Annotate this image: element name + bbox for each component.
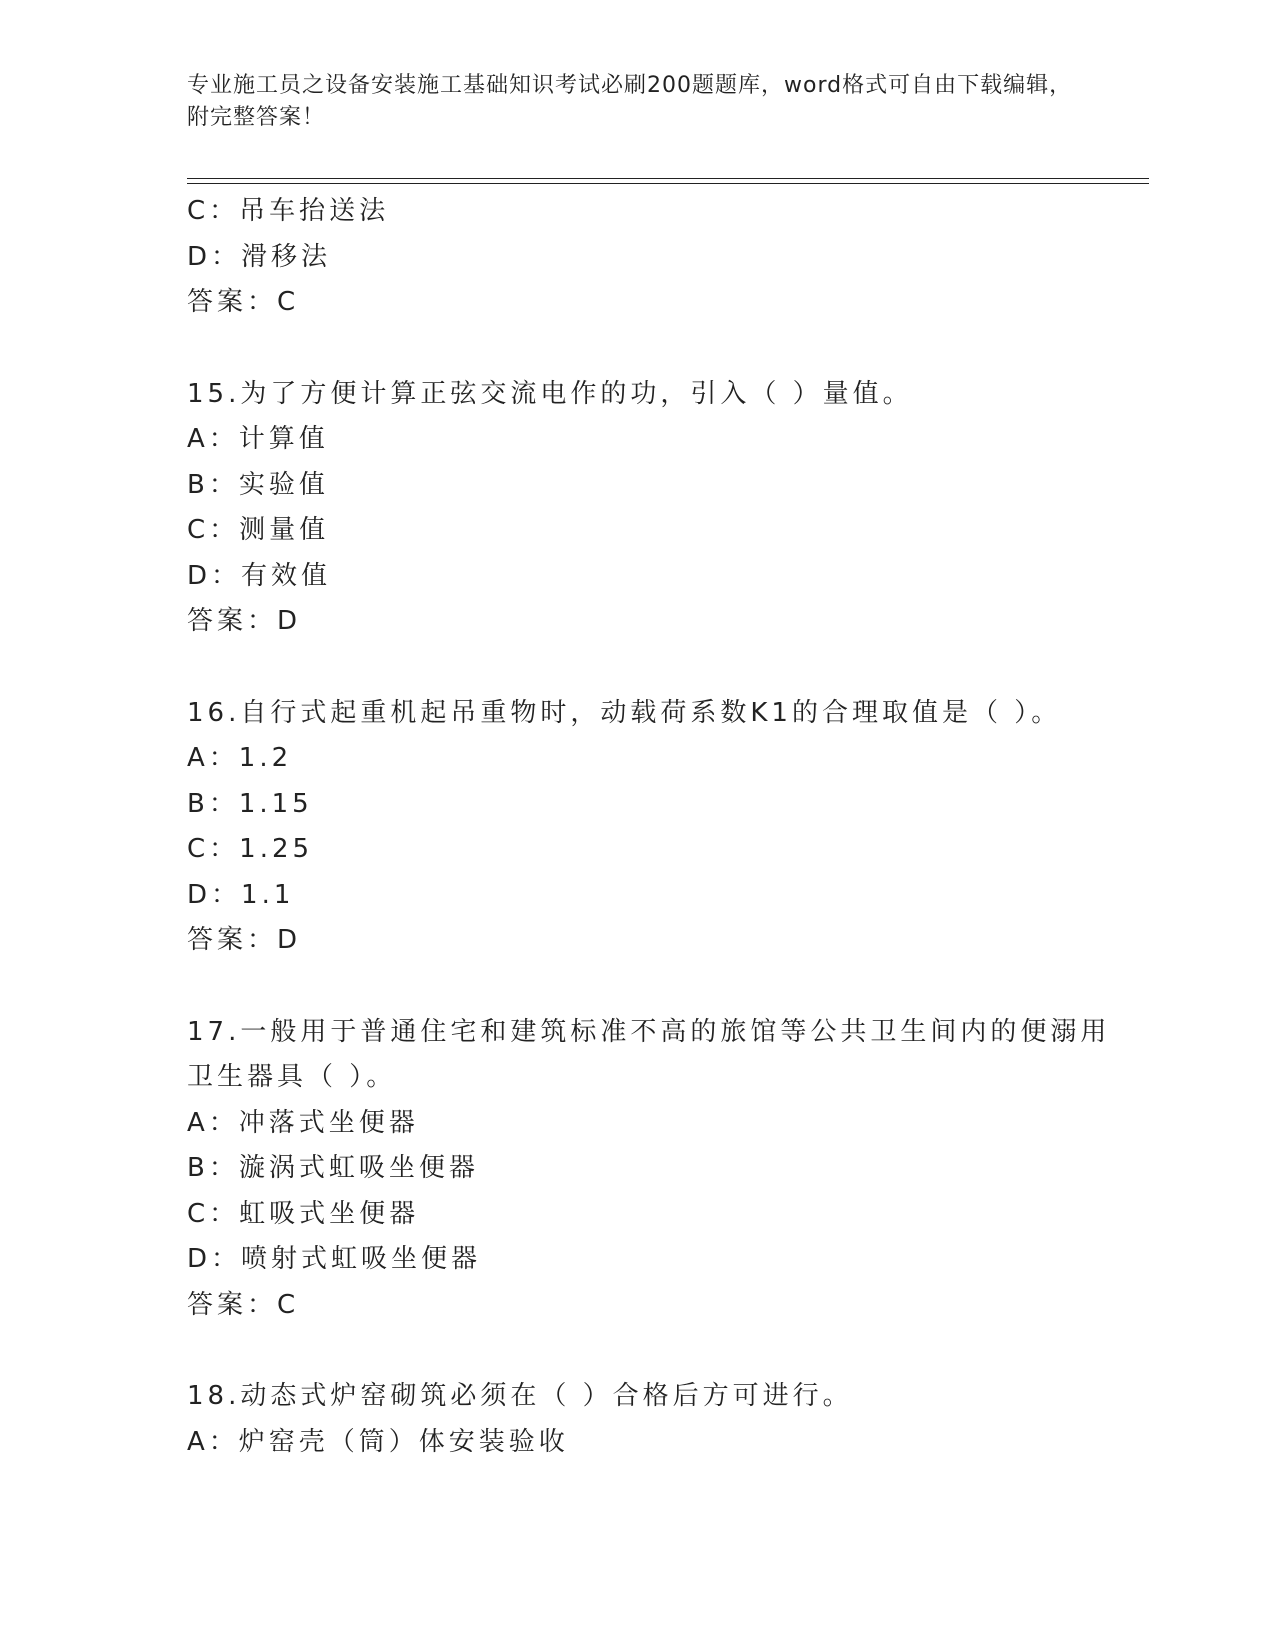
- document-header: [187, 70, 1087, 134]
- option-d: D：喷射式虹吸坐便器: [187, 1244, 482, 1274]
- question-block-17: [187, 1010, 1111, 1329]
- document-title: 专业施工员之设备安装施工基础知识考试必刷200题题库，word格式可自由下载编辑，附完整答案！: [187, 73, 1073, 130]
- question-block-18: [187, 1374, 1087, 1465]
- header-divider-top: [187, 178, 1149, 179]
- option-a: A：1.2: [187, 743, 293, 773]
- option-d: D：滑移法: [187, 241, 332, 272]
- question-text-line-1: 17.一般用于普通住宅和建筑标准不高的旅馆等公共卫生间内的便溺用: [187, 1016, 1111, 1047]
- question-text-line-2: 卫生器具（ ）。: [187, 1062, 397, 1092]
- answer-line: 答案：D: [187, 606, 302, 636]
- option-c: C：1.25: [187, 834, 314, 864]
- answer-line: 答案：C: [187, 287, 300, 317]
- option-c: C：吊车抬送法: [187, 196, 390, 226]
- option-b: B：实验值: [187, 469, 329, 500]
- question-block-15: [187, 372, 1087, 645]
- option-c: C：测量值: [187, 515, 330, 545]
- option-d: D：有效值: [187, 560, 332, 591]
- answer-line: 答案：C: [187, 1289, 300, 1320]
- answer-line: 答案：D: [187, 925, 302, 955]
- option-a: A：冲落式坐便器: [187, 1107, 419, 1138]
- option-c: C：虹吸式坐便器: [187, 1198, 420, 1229]
- question-text: 16.自行式起重机起吊重物时，动载荷系数K1的合理取值是（ ）。: [187, 697, 1062, 728]
- option-b: B：1.15: [187, 788, 313, 819]
- question-text: 15.为了方便计算正弦交流电作的功，引入（ ）量值。: [187, 378, 913, 409]
- option-b: B：漩涡式虹吸坐便器: [187, 1153, 479, 1183]
- question-block-16: [187, 691, 1087, 964]
- question-list: [187, 189, 1111, 1465]
- option-a: A：计算值: [187, 424, 329, 454]
- header-divider-bottom: [187, 183, 1149, 184]
- option-d: D：1.1: [187, 879, 295, 910]
- question-block-14: [187, 189, 1087, 326]
- option-a: A：炉窑壳（筒）体安装验收: [187, 1426, 569, 1457]
- question-text: 18.动态式炉窑砌筑必须在（ ）合格后方可进行。: [187, 1381, 853, 1411]
